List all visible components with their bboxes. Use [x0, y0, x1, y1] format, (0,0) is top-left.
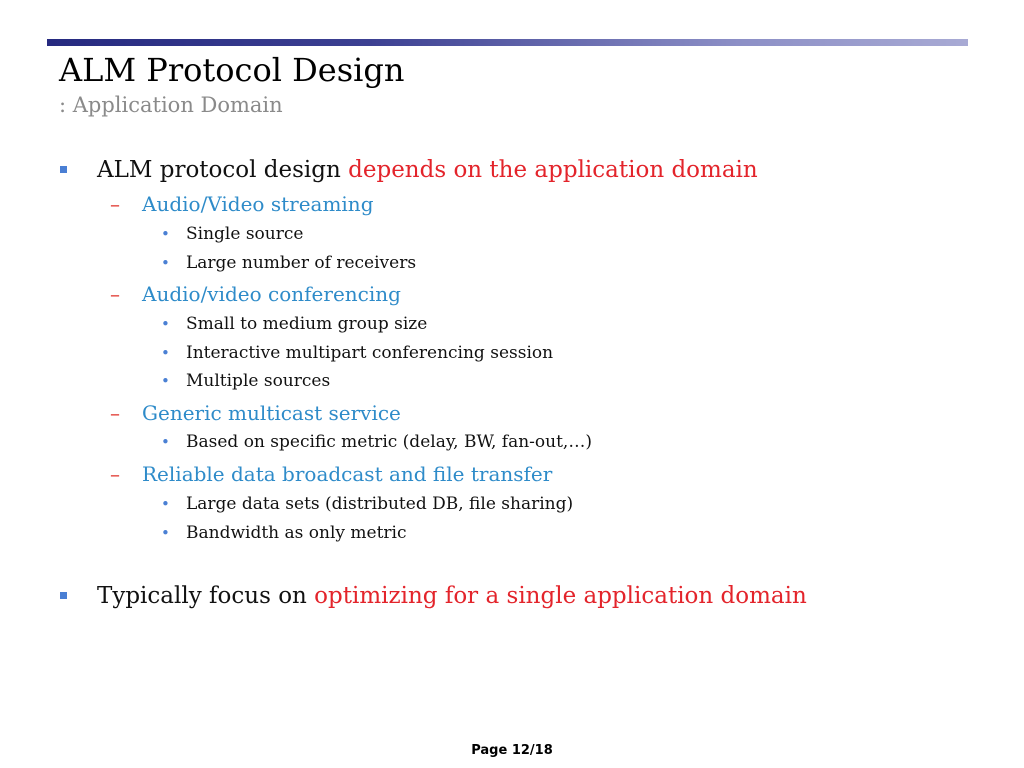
point-group-size: Small to medium group size — [186, 314, 428, 334]
point-large-data-sets: Large data sets (distributed DB, file sharing) — [186, 494, 574, 514]
point-bandwidth-metric: Bandwidth as only metric — [186, 523, 407, 543]
slide-subtitle: : Application Domain — [59, 93, 283, 117]
point-multiple-sources: Multiple sources — [186, 371, 331, 391]
dash-bullet-icon: – — [110, 401, 120, 425]
point-interactive-session: Interactive multipart conferencing session — [186, 343, 554, 363]
dot-bullet-icon: • — [161, 344, 170, 362]
dash-bullet-icon: – — [110, 192, 120, 216]
page-number: Page 12/18 — [471, 743, 553, 758]
dash-bullet-icon: – — [110, 282, 120, 306]
dot-bullet-icon: • — [161, 524, 170, 542]
subitem-audio-video-conferencing: Audio/video conferencing — [142, 282, 401, 306]
square-bullet-icon — [60, 166, 67, 173]
bullet-2-text: Typically focus on — [97, 583, 315, 609]
dot-bullet-icon: • — [161, 433, 170, 451]
bullet-item-2 — [97, 582, 807, 610]
subitem-reliable-broadcast: Reliable data broadcast and file transfer — [142, 462, 553, 486]
subitem-generic-multicast: Generic multicast service — [142, 401, 401, 425]
dot-bullet-icon: • — [161, 225, 170, 243]
dot-bullet-icon: • — [161, 372, 170, 390]
bullet-2-highlight: optimizing for a single application domain — [314, 583, 807, 609]
bullet-1-highlight: depends on the application domain — [348, 157, 758, 183]
subitem-audio-video-streaming: Audio/Video streaming — [142, 192, 374, 216]
slide-title: ALM Protocol Design — [59, 51, 405, 89]
point-specific-metric: Based on specific metric (delay, BW, fan-out,…) — [186, 432, 592, 452]
square-bullet-icon — [60, 592, 67, 599]
bullet-1-text: ALM protocol design — [97, 157, 349, 183]
bullet-item-1 — [97, 156, 758, 184]
dash-bullet-icon: – — [110, 462, 120, 486]
dot-bullet-icon: • — [161, 315, 170, 333]
dot-bullet-icon: • — [161, 254, 170, 272]
point-large-number-receivers: Large number of receivers — [186, 253, 417, 273]
dot-bullet-icon: • — [161, 495, 170, 513]
title-bar — [47, 39, 968, 46]
point-single-source: Single source — [186, 224, 304, 244]
